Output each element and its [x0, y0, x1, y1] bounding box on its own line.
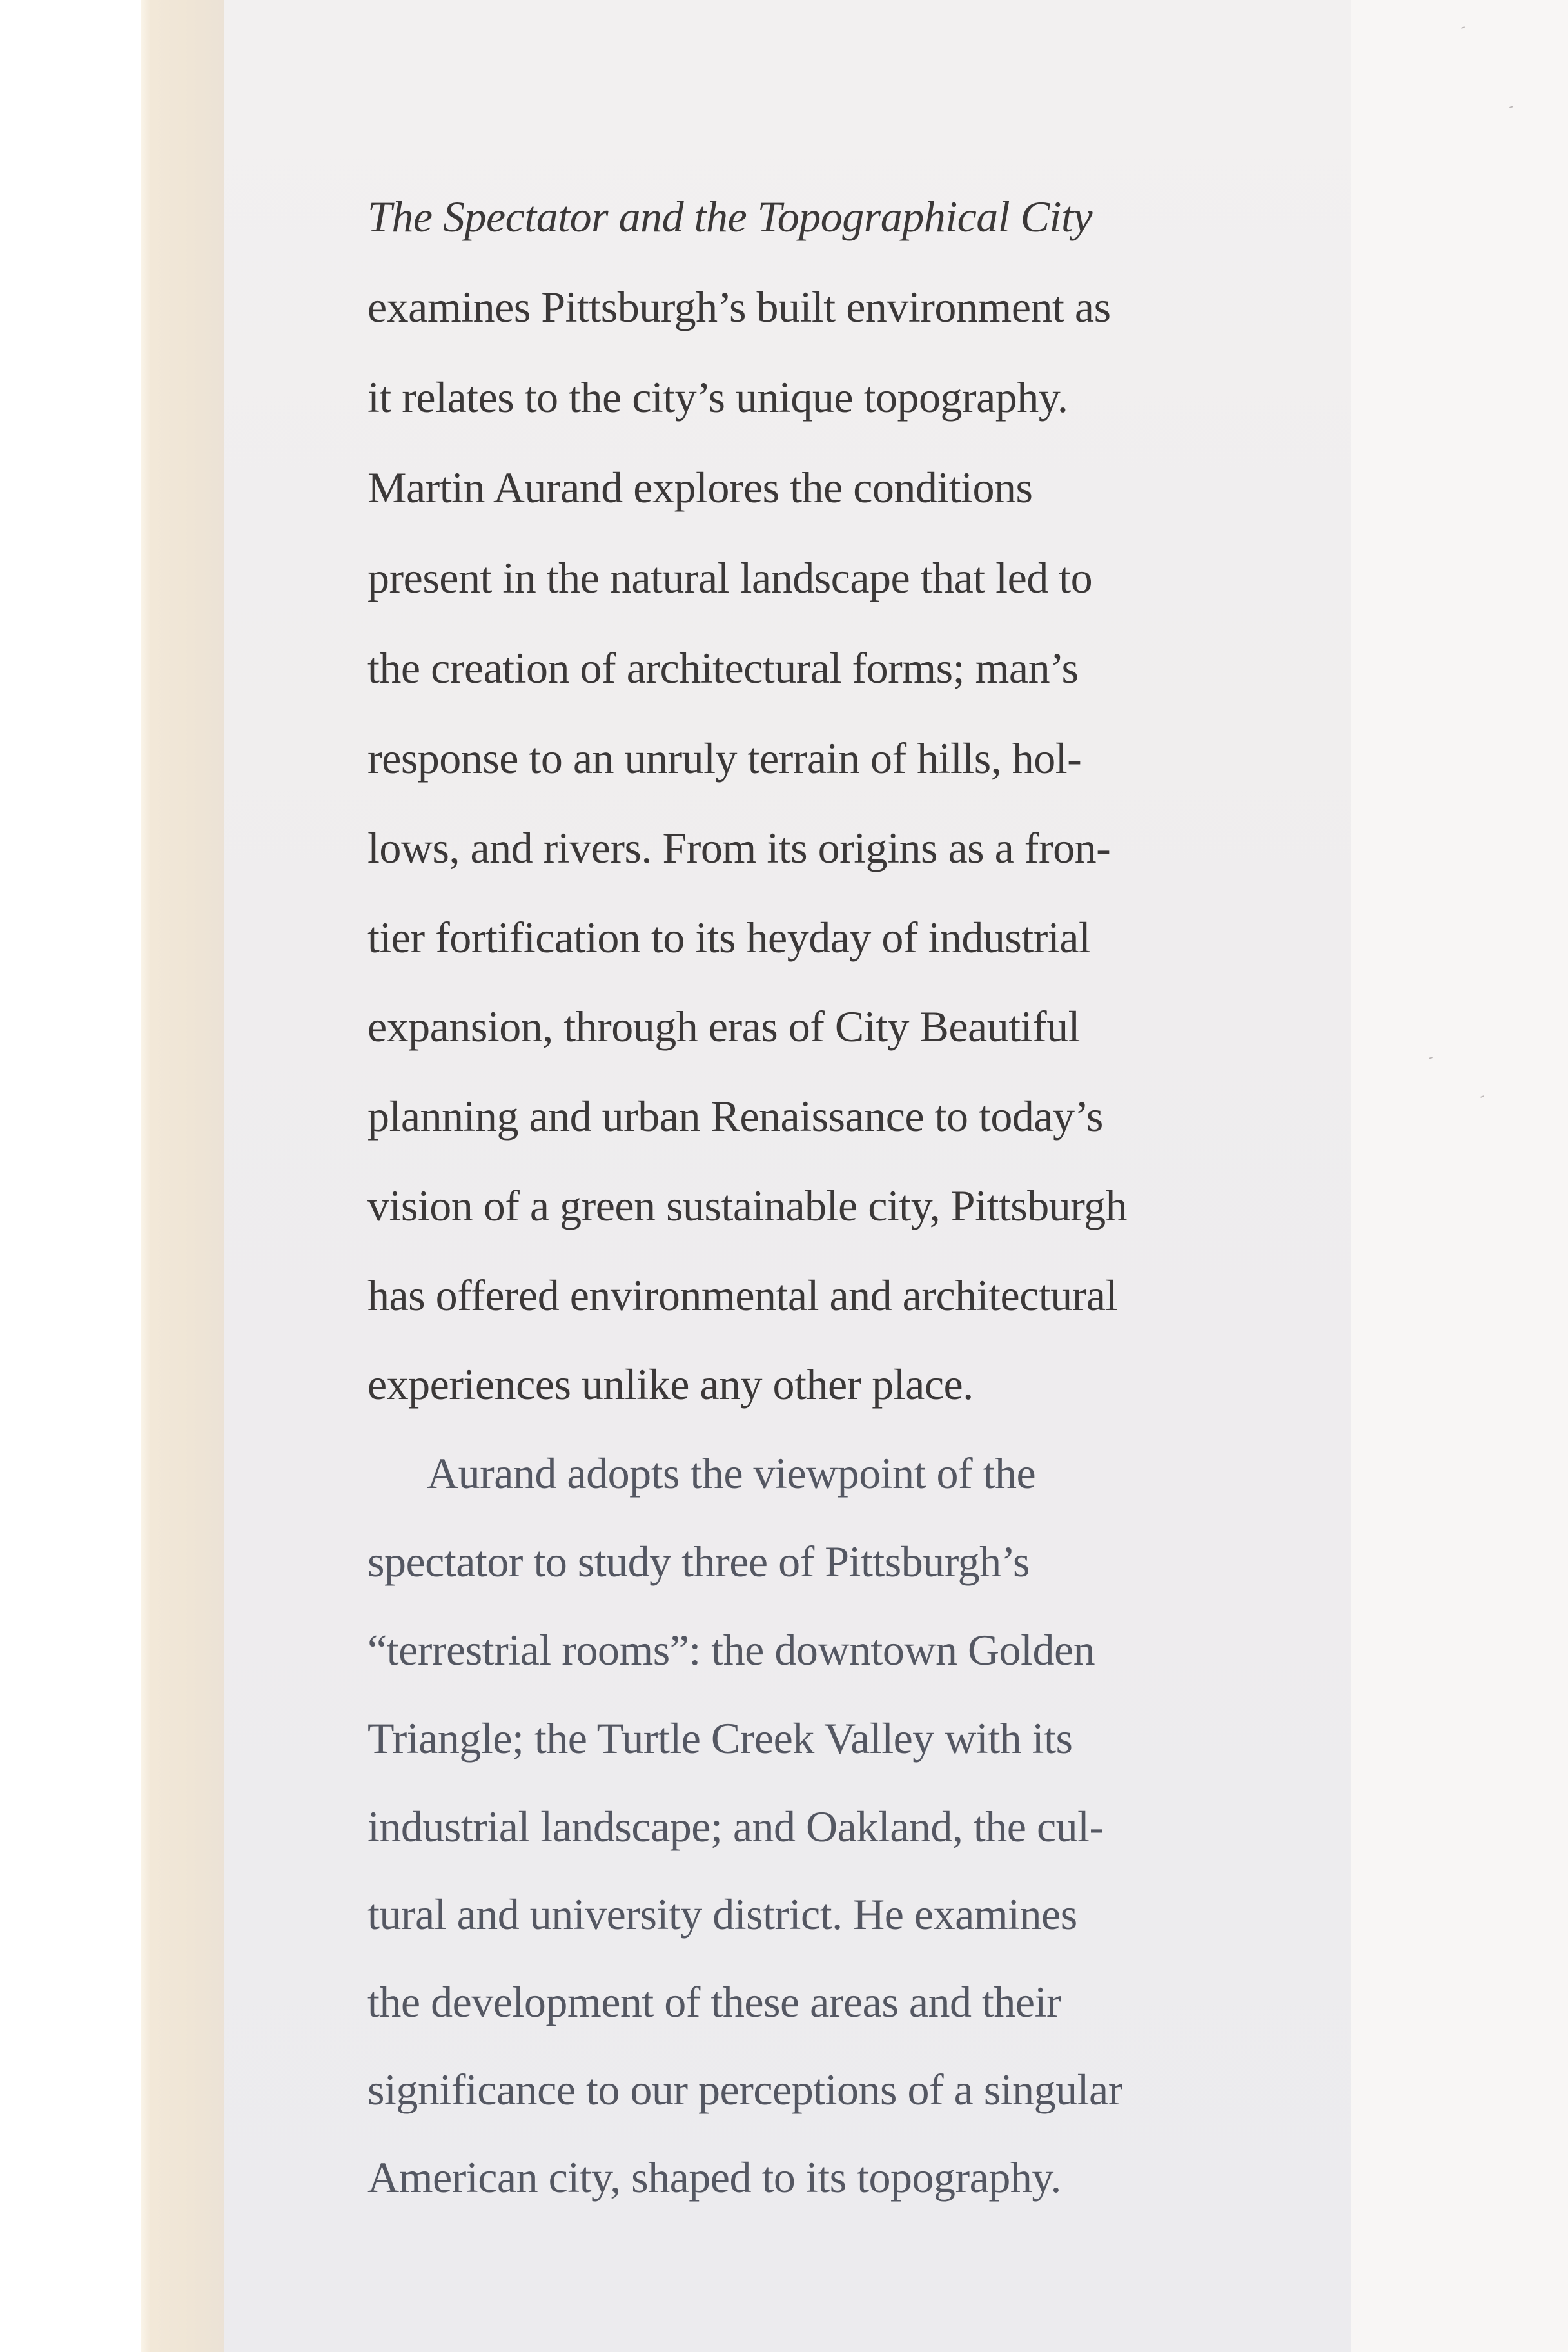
text-line: significance to our perceptions of a singular: [368, 2065, 1122, 2114]
text-line: vision of a green sustainable city, Pittsburgh: [368, 1181, 1128, 1230]
text-line: Martin Aurand explores the conditions: [368, 463, 1033, 512]
text-line: the development of these areas and their: [368, 1977, 1061, 2026]
paper-speck: [1509, 106, 1513, 108]
text-line: examines Pittsburgh’s built environment as: [368, 282, 1111, 331]
text-line: response to an unruly terrain of hills, hol-: [368, 734, 1082, 783]
paper-speck: [1480, 1095, 1484, 1098]
text-line: “terrestrial rooms”: the downtown Golden: [368, 1625, 1095, 1674]
paper-speck: [1429, 1057, 1433, 1059]
book-title-line: The Spectator and the Topographical City: [368, 192, 1093, 241]
text-line: lows, and rivers. From its origins as a fron-: [368, 823, 1111, 872]
text-line: industrial landscape; and Oakland, the cul-: [368, 1802, 1104, 1851]
text-line: planning and urban Renaissance to today’s: [368, 1092, 1103, 1141]
text-line: has offered environmental and architectural: [368, 1271, 1117, 1320]
text-line: it relates to the city’s unique topography.: [368, 373, 1068, 422]
text-line: tier fortification to its heyday of industrial: [368, 913, 1091, 962]
background-left: [0, 0, 148, 2352]
background-right: [1351, 0, 1568, 2352]
text-line: expansion, through eras of City Beautiful: [368, 1002, 1081, 1051]
paper-speck: [1461, 26, 1465, 29]
book-spine-edge: [141, 0, 226, 2352]
text-line: American city, shaped to its topography.: [368, 2153, 1061, 2202]
text-line: experiences unlike any other place.: [368, 1360, 974, 1409]
text-line: Triangle; the Turtle Creek Valley with its: [368, 1714, 1073, 1763]
text-line: tural and university district. He examines: [368, 1890, 1077, 1939]
text-line: present in the natural landscape that led to: [368, 553, 1093, 602]
text-line: spectator to study three of Pittsburgh’s: [368, 1537, 1030, 1586]
text-line: Aurand adopts the viewpoint of the: [427, 1449, 1036, 1498]
text-line: the creation of architectural forms; man’s: [368, 643, 1079, 692]
